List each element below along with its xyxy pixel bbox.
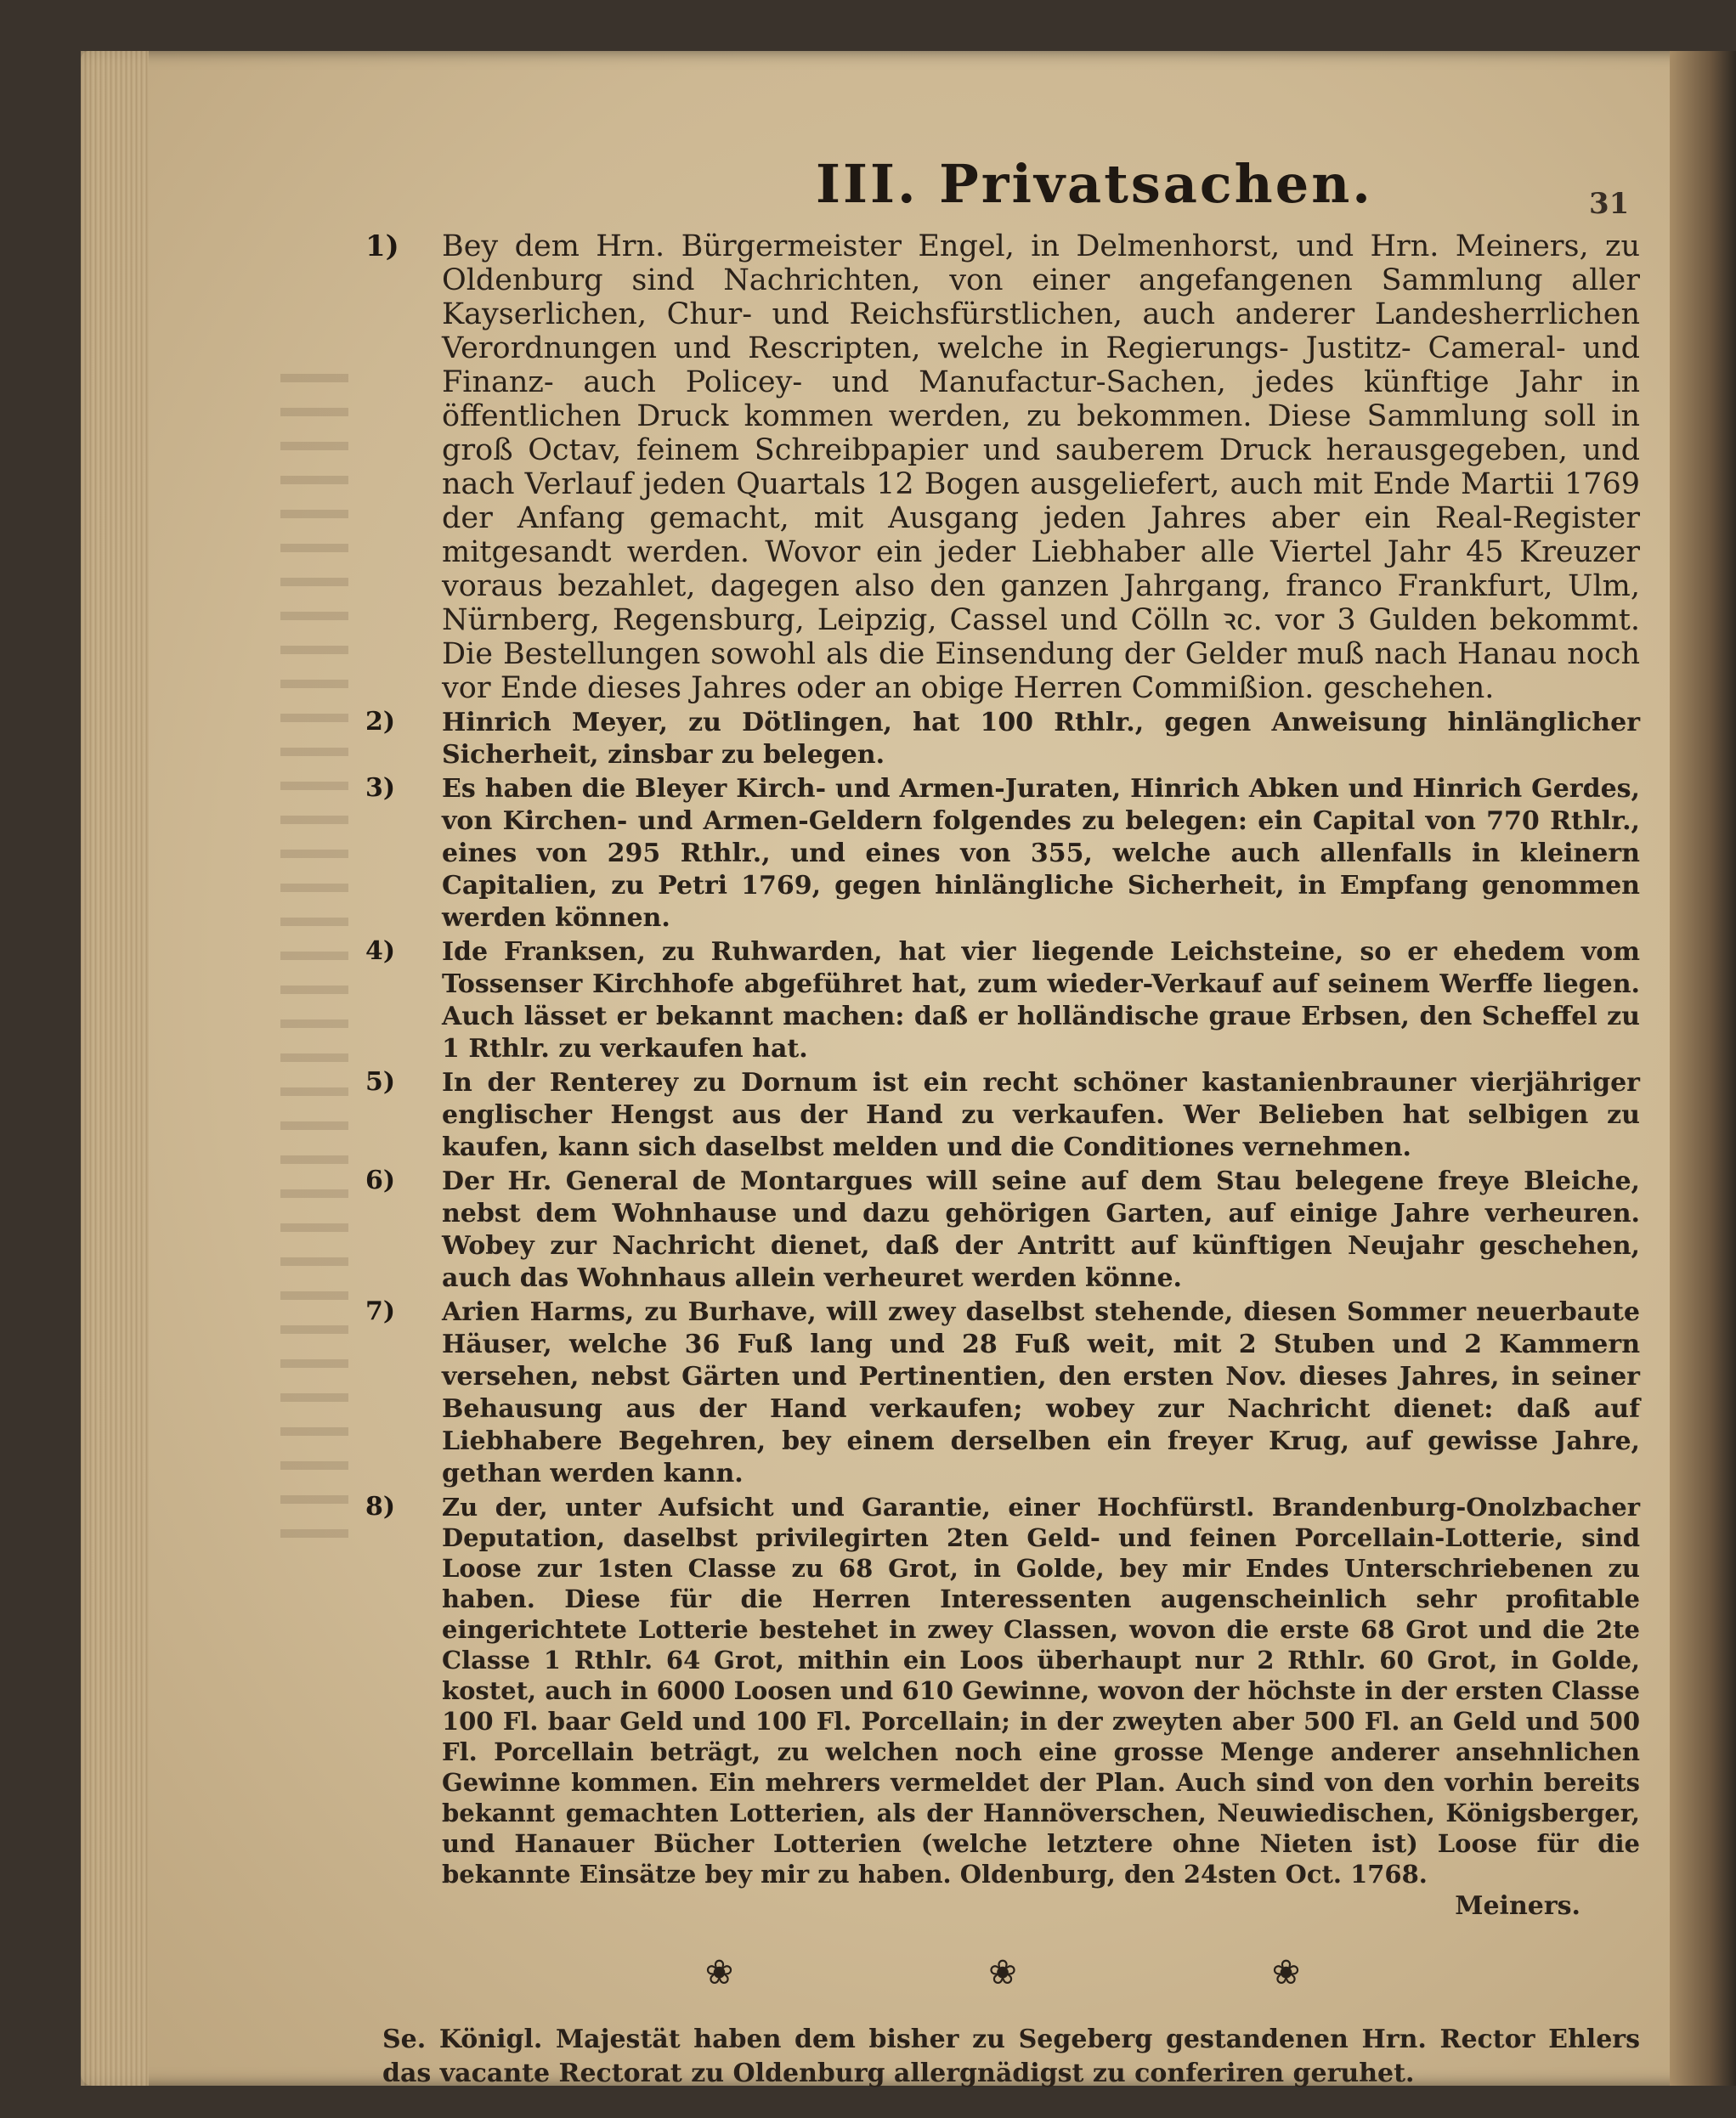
signature: Meiners. [1455, 1891, 1580, 1921]
entry-text: Arien Harms, zu Burhave, will zwey daselbst stehende, diesen Sommer neuerbaute Häuser, welche 36 Fuß lang und 28 Fuß weit, mit 2 Stuben und 2 Kammern versehen, nebst Gärten und Pertinentien, den ersten Nov. dieses Jahres, in seiner Behausung aus der Hand verkaufen; wobey zur Nachricht dienet: daß auf Liebhabere Begehren, bey einem derselben ein freyer Krug, auf gewisse Jahre, gethan werden kann. [442, 1297, 1640, 1488]
ornament-divider [365, 1953, 1640, 1992]
ornament-icon: ❀ [704, 1953, 734, 1992]
entry-8 [365, 1492, 1640, 1889]
entry-4 [365, 936, 1640, 1065]
entry-2 [365, 707, 1640, 771]
entry-text: Zu der, unter Aufsicht und Garantie, einer Hochfürstl. Brandenburg-Onolzbacher Deputation, daselbst privilegirten 2ten Geld- und feinen Porcellain-Lotterie, sind Loose zur 1sten Classe zu 68 Grot, in Golde, bey mir Endes Unterschriebenen zu haben. Diese für die Herren Interessenten augenscheinlich sehr profitable eingerichtete Lotterie bestehet in zwey Classen, wovon die erste 68 Grot und die 2te Classe 1 Rthlr. 64 Grot, mithin ein Loos überhaupt nur 2 Rthlr. 60 Grot, in Golde, kostet, auch in 6000 Loosen und 610 Gewinne, wovon der höchste in der ersten Classe 100 Fl. baar Geld und 100 Fl. Porcellain; in der zweyten aber 500 Fl. an Geld und 500 Fl. Porcellain beträgt, zu welchen noch eine grosse Menge anderer ansehnlichen Gewinne kommen. Ein mehrers vermeldet der Plan. Auch sind von den vorhin bereits bekannt gemachten Lotterien, als der Hannöverschen, Neuwiedischen, Königsberger, und Hanauer Bücher Lotterien (welche letztere ohne Nieten ist) Loose für die bekannte Einsätze bey mir zu haben. Oldenburg, den 24sten Oct. 1768. [442, 1493, 1640, 1889]
entry-7 [365, 1296, 1640, 1490]
entry-number: 1) [365, 229, 399, 263]
ornament-icon: ❀ [988, 1953, 1017, 1992]
entry-number: 2) [365, 707, 396, 737]
page-content [365, 153, 1640, 2088]
entry-3 [365, 773, 1640, 935]
entry-text: Bey dem Hrn. Bürgermeister Engel, in Delmenhorst, und Hrn. Meiners, zu Oldenburg sind Nachrichten, von einer angefangenen Sammlung aller Kayserlichen, Chur- und Reichsfürstlichen, auch anderer Landesherrlichen Verordnungen und Rescripten, welche in Regierungs- Justitz- Cameral- und Finanz- auch Policey- und Manufactur-Sachen, jedes künftige Jahr in öffentlichen Druck kommen werden, zu bekommen. Diese Sammlung soll in groß Octav, feinem Schreibpapier und sauberem Druck herausgegeben, und nach Verlauf jeden Quartals 12 Bogen ausgeliefert, auch mit Ende Martii 1769 der Anfang gemacht, mit Ausgang jeden Jahres aber ein Real-Register mitgesandt werden. Wovor ein jeder Liebhaber alle Viertel Jahr 45 Kreuzer voraus bezahlet, dagegen also den ganzen Jahrgang, franco Frankfurt, Ulm, Nürnberg, Regensburg, Leipzig, Cassel und Cölln ꝛc. vor 3 Gulden bekommt. Die Bestellungen sowohl als die Einsendung der Gelder muß nach Hanau noch vor Ende dieses Jahres oder an obige Herren Commißion. geschehen. [442, 229, 1640, 705]
book-gutter [1670, 51, 1736, 2086]
entry-text: Ide Franksen, zu Ruhwarden, hat vier liegende Leichsteine, so er ehedem vom Tossenser Kirchhofe abgeführet hat, zum wieder-Verkauf auf seinem Werffe liegen. Auch lässet er bekannt machen: daß er holländische graue Erbsen, den Scheffel zu 1 Rthlr. zu verkaufen hat. [442, 937, 1640, 1064]
page-edges [81, 51, 149, 2086]
page-number: 31 [1589, 187, 1630, 221]
bleed-through-marks [280, 374, 348, 1563]
entry-6 [365, 1166, 1640, 1295]
entry-1 [365, 229, 1640, 705]
ornament-icon: ❀ [1271, 1953, 1301, 1992]
entry-number: 5) [365, 1067, 396, 1097]
entry-number: 4) [365, 936, 396, 966]
entry-number: 3) [365, 773, 396, 803]
entry-number: 6) [365, 1166, 396, 1195]
section-heading: III. Privatsachen. [816, 153, 1373, 215]
entry-number: 8) [365, 1492, 396, 1522]
entry-text: Hinrich Meyer, zu Dötlingen, hat 100 Rthlr., gegen Anweisung hinlänglicher Sicherheit, zinsbar zu belegen. [442, 708, 1640, 770]
heading-row [365, 153, 1640, 229]
entry-5 [365, 1067, 1640, 1164]
entry-text: Es haben die Bleyer Kirch- und Armen-Juraten, Hinrich Abken und Hinrich Gerdes, von Kirchen- und Armen-Geldern folgendes zu belegen: ein Capital von 770 Rthlr., eines von 295 Rthlr., und eines von 355, welche auch allenfalls in kleinern Capitalien, zu Petri 1769, gegen hinlängliche Sicherheit, in Empfang genommen werden können. [442, 774, 1640, 933]
entry-text: Der Hr. General de Montargues will seine auf dem Stau belegene freye Bleiche, nebst dem Wohnhause und dazu gehörigen Garten, auf einige Jahre verheuren. Wobey zur Nachricht dienet, daß der Antritt auf künftigen Neujahr geschehen, auch das Wohnhaus allein verheuret werden könne. [442, 1166, 1640, 1293]
royal-notice: Se. Königl. Majestät haben dem bisher zu Segeberg gestandenen Hrn. Rector Ehlers das vacante Rectorat zu Oldenburg allergnädigst zu conferiren geruhet. [382, 2025, 1640, 2088]
entry-text: In der Renterey zu Dornum ist ein recht schöner kastanienbrauner vierjähriger englischer Hengst aus der Hand zu verkaufen. Wer Belieben hat selbigen zu kaufen, kann sich daselbst melden und die Conditiones vernehmen. [442, 1068, 1640, 1162]
entry-number: 7) [365, 1296, 396, 1326]
